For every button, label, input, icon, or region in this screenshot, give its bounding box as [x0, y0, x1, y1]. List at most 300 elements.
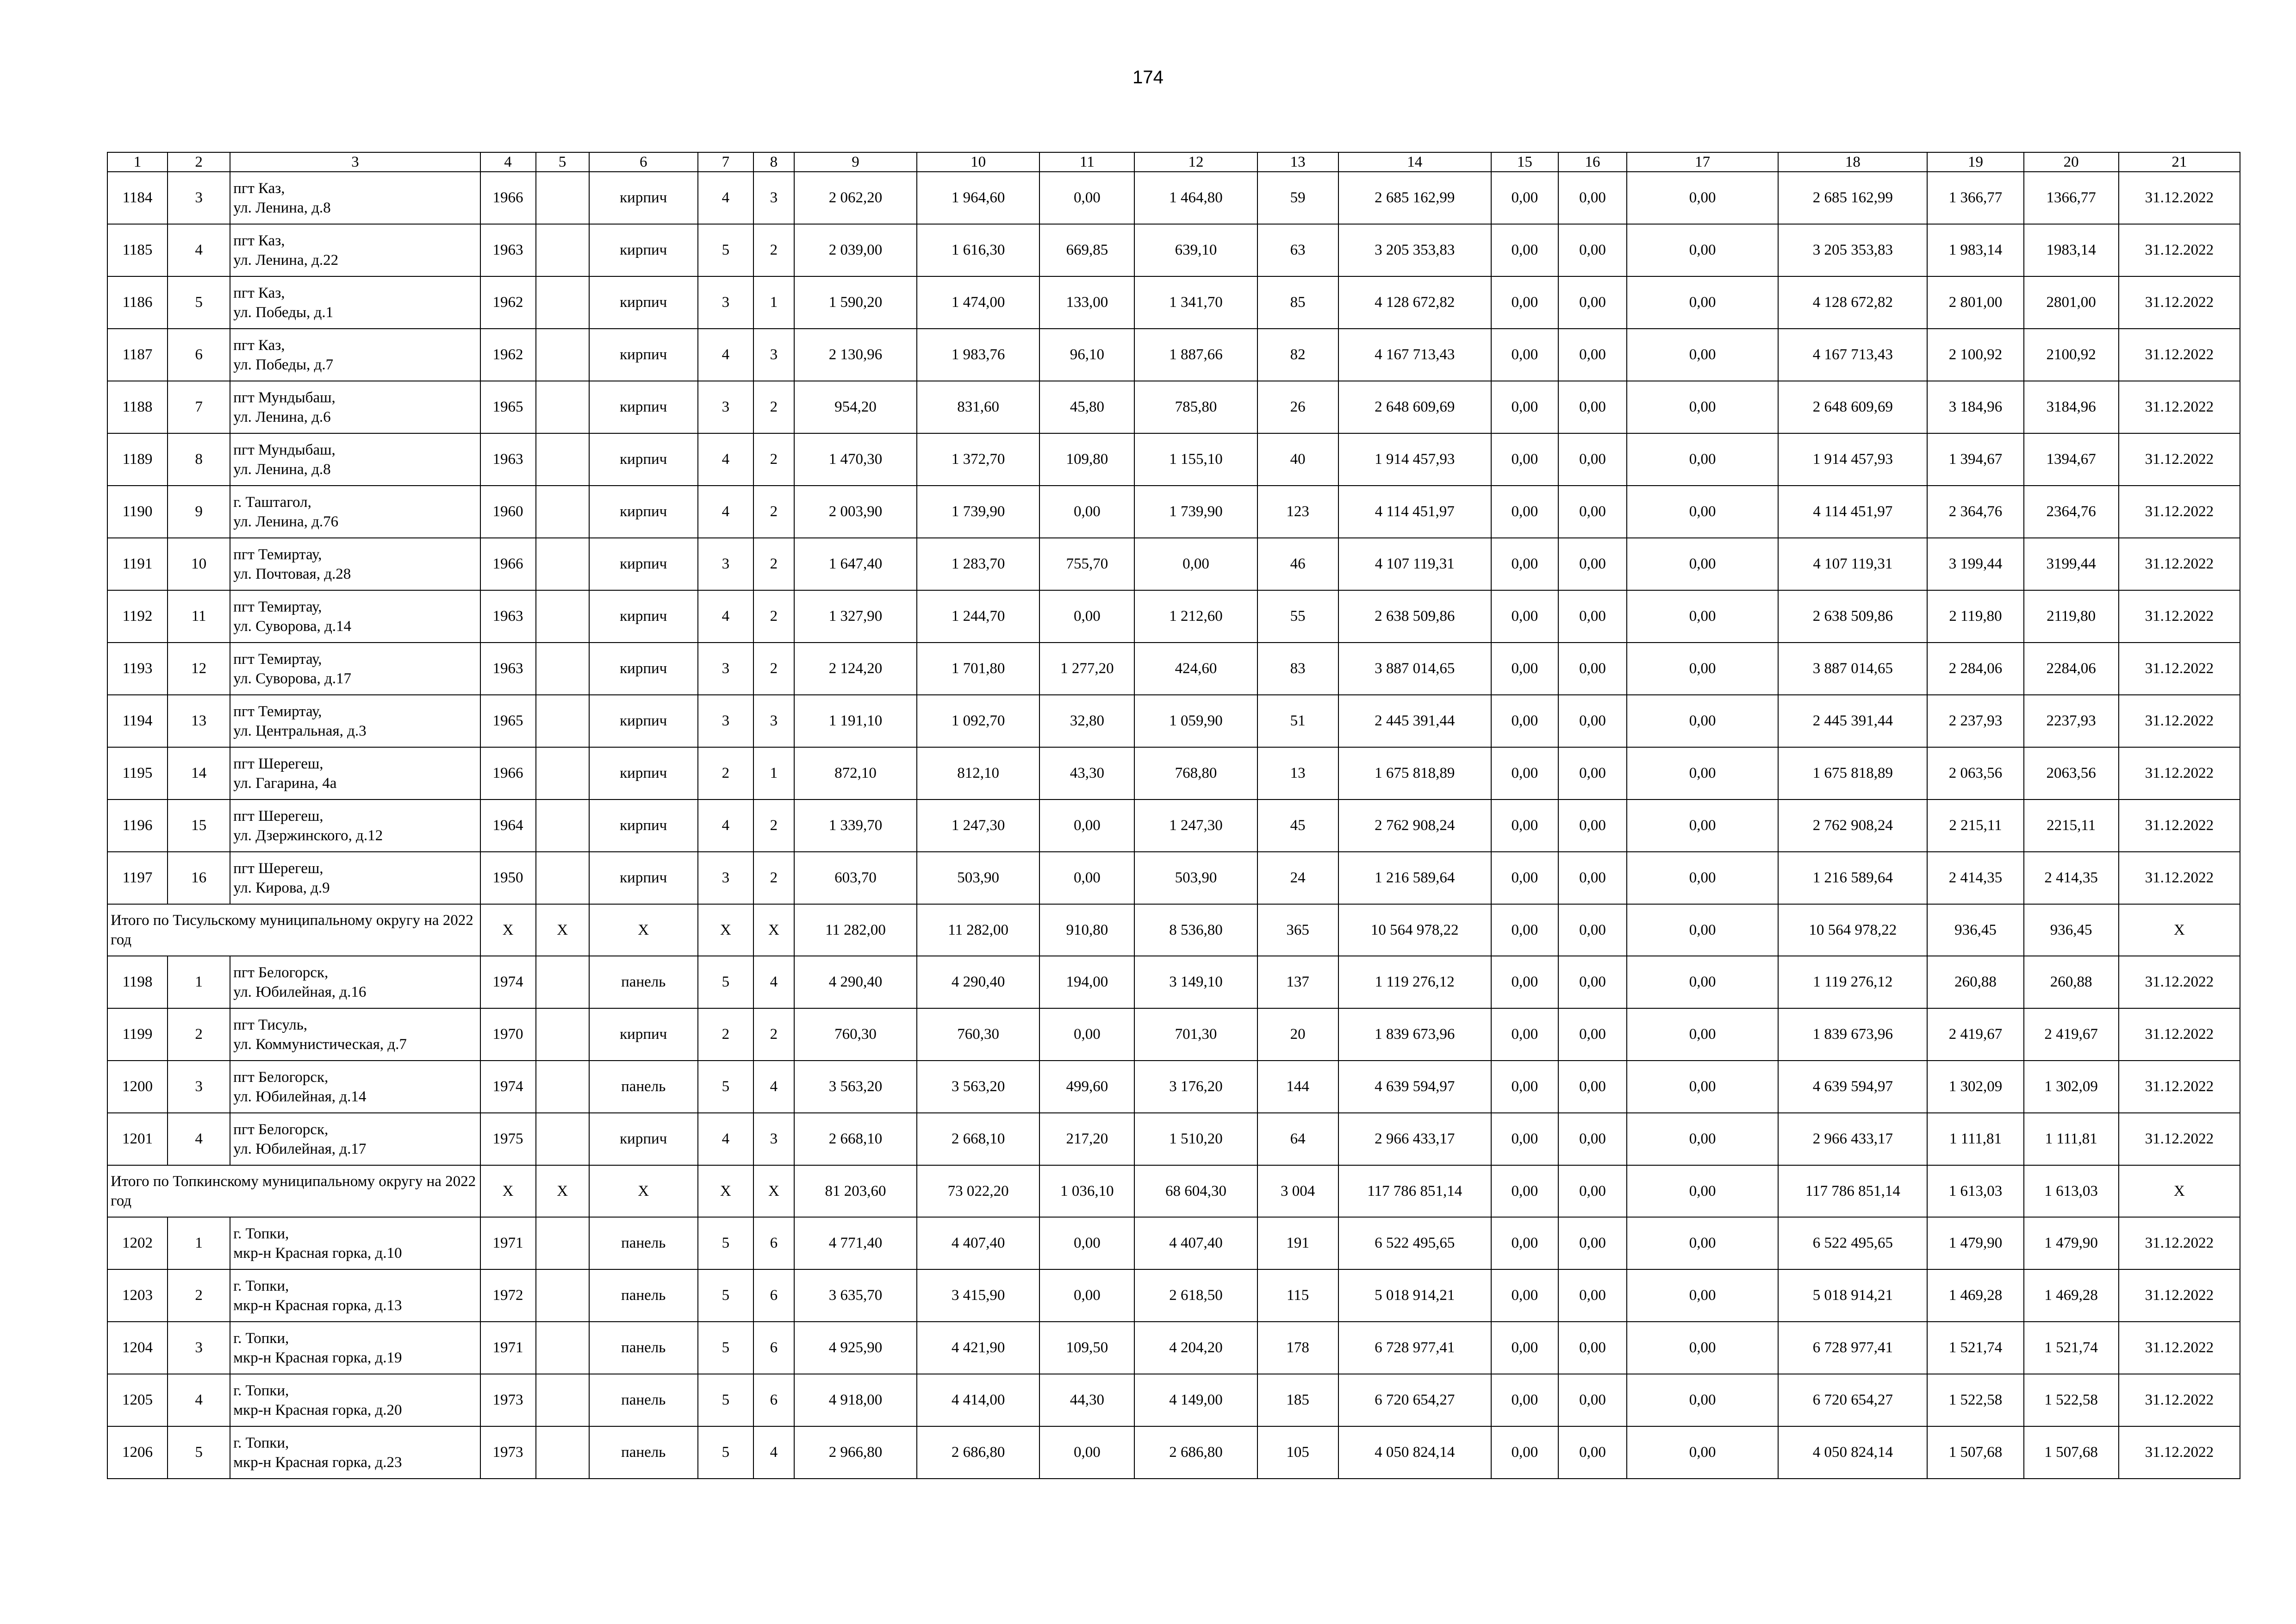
- cell-col-7: 4: [698, 800, 753, 852]
- cell-col-18: 2 966 433,17: [1778, 1113, 1927, 1165]
- cell-col-10: 2 686,80: [917, 1426, 1039, 1479]
- cell-col-20: 2063,56: [2024, 747, 2119, 800]
- total-cell-col-5: X: [536, 1165, 589, 1217]
- cell-col-1: 1195: [107, 747, 168, 800]
- cell-col-14: 2 445 391,44: [1338, 695, 1491, 747]
- cell-col-14: 4 107 119,31: [1338, 538, 1491, 590]
- address-cell: [230, 1374, 480, 1426]
- cell-col-21: 31.12.2022: [2119, 1217, 2240, 1269]
- cell-col-5: [536, 538, 589, 590]
- cell-col-7: 4: [698, 486, 753, 538]
- cell-col-15: 0,00: [1491, 800, 1558, 852]
- address-line: ул. Дзержинского, д.12: [233, 827, 383, 844]
- cell-col-13: 20: [1257, 1008, 1338, 1061]
- total-cell-col-13: 365: [1257, 904, 1338, 956]
- cell-col-15: 0,00: [1491, 224, 1558, 276]
- cell-col-14: 4 128 672,82: [1338, 276, 1491, 329]
- address-line: пгт Шерегеш,: [233, 755, 324, 772]
- cell-col-4: 1964: [480, 800, 536, 852]
- page-number: 174: [1132, 67, 1164, 87]
- cell-col-21: 31.12.2022: [2119, 1322, 2240, 1374]
- cell-col-13: 59: [1257, 172, 1338, 224]
- column-header-9: 9: [794, 152, 917, 172]
- cell-col-11: 194,00: [1039, 956, 1134, 1008]
- cell-col-5: [536, 172, 589, 224]
- cell-col-14: 4 050 824,14: [1338, 1426, 1491, 1479]
- cell-col-2: 2: [168, 1008, 230, 1061]
- cell-col-10: 1 983,76: [917, 329, 1039, 381]
- table-row: [107, 276, 2240, 329]
- cell-col-16: 0,00: [1558, 852, 1627, 904]
- cell-col-11: 44,30: [1039, 1374, 1134, 1426]
- address-line: пгт Темиртау,: [233, 703, 322, 720]
- total-cell-col-11: 910,80: [1039, 904, 1134, 956]
- address-line: ул. Ленина, д.8: [233, 461, 331, 478]
- table-row: [107, 800, 2240, 852]
- cell-col-12: 768,80: [1134, 747, 1257, 800]
- cell-col-9: 1 327,90: [794, 590, 917, 643]
- cell-col-4: 1972: [480, 1269, 536, 1322]
- cell-col-16: 0,00: [1558, 1374, 1627, 1426]
- cell-col-8: 6: [753, 1374, 794, 1426]
- address-line: ул. Юбилейная, д.17: [233, 1140, 367, 1157]
- cell-col-20: 2284,06: [2024, 643, 2119, 695]
- cell-col-8: 1: [753, 747, 794, 800]
- cell-col-9: 2 124,20: [794, 643, 917, 695]
- column-header-10: 10: [917, 152, 1039, 172]
- table-row: [107, 486, 2240, 538]
- total-cell-col-6: X: [589, 1165, 698, 1217]
- address-cell: [230, 852, 480, 904]
- cell-col-15: 0,00: [1491, 747, 1558, 800]
- cell-col-17: 0,00: [1627, 486, 1778, 538]
- cell-col-12: 4 407,40: [1134, 1217, 1257, 1269]
- cell-col-15: 0,00: [1491, 276, 1558, 329]
- cell-col-2: 4: [168, 1374, 230, 1426]
- cell-col-19: 2 414,35: [1927, 852, 2023, 904]
- table-row: [107, 1374, 2240, 1426]
- cell-col-14: 2 762 908,24: [1338, 800, 1491, 852]
- cell-col-10: 1 244,70: [917, 590, 1039, 643]
- cell-col-11: 0,00: [1039, 1217, 1134, 1269]
- cell-col-19: 1 469,28: [1927, 1269, 2023, 1322]
- address-line: ул. Суворова, д.17: [233, 670, 352, 687]
- cell-col-7: 3: [698, 852, 753, 904]
- cell-col-15: 0,00: [1491, 1374, 1558, 1426]
- cell-col-20: 1 111,81: [2024, 1113, 2119, 1165]
- cell-col-14: 2 966 433,17: [1338, 1113, 1491, 1165]
- total-cell-col-4: X: [480, 904, 536, 956]
- cell-col-9: 2 668,10: [794, 1113, 917, 1165]
- cell-col-9: 1 647,40: [794, 538, 917, 590]
- address-cell: [230, 433, 480, 486]
- cell-col-9: 4 290,40: [794, 956, 917, 1008]
- table-row: [107, 224, 2240, 276]
- cell-col-1: 1197: [107, 852, 168, 904]
- cell-col-20: 1 302,09: [2024, 1061, 2119, 1113]
- address-line: ул. Ленина, д.6: [233, 408, 331, 425]
- cell-col-5: [536, 1217, 589, 1269]
- address-cell: [230, 1269, 480, 1322]
- cell-col-16: 0,00: [1558, 1269, 1627, 1322]
- cell-col-6: кирпич: [589, 643, 698, 695]
- cell-col-21: 31.12.2022: [2119, 538, 2240, 590]
- cell-col-13: 85: [1257, 276, 1338, 329]
- cell-col-4: 1963: [480, 590, 536, 643]
- cell-col-16: 0,00: [1558, 538, 1627, 590]
- cell-col-11: 109,50: [1039, 1322, 1134, 1374]
- cell-col-7: 5: [698, 224, 753, 276]
- column-number-header: [107, 152, 2240, 172]
- address-line: ул. Центральная, д.3: [233, 722, 367, 739]
- housing-register-table: [107, 152, 2240, 1479]
- cell-col-13: 123: [1257, 486, 1338, 538]
- address-line: пгт Каз,: [233, 337, 285, 354]
- cell-col-17: 0,00: [1627, 1217, 1778, 1269]
- cell-col-13: 51: [1257, 695, 1338, 747]
- cell-col-17: 0,00: [1627, 800, 1778, 852]
- cell-col-6: кирпич: [589, 747, 698, 800]
- cell-col-16: 0,00: [1558, 1217, 1627, 1269]
- cell-col-17: 0,00: [1627, 1426, 1778, 1479]
- column-header-16: 16: [1558, 152, 1627, 172]
- cell-col-18: 4 107 119,31: [1778, 538, 1927, 590]
- total-cell-col-18: 10 564 978,22: [1778, 904, 1927, 956]
- cell-col-5: [536, 1061, 589, 1113]
- cell-col-9: 954,20: [794, 381, 917, 433]
- cell-col-17: 0,00: [1627, 956, 1778, 1008]
- cell-col-21: 31.12.2022: [2119, 643, 2240, 695]
- cell-col-6: панель: [589, 1217, 698, 1269]
- address-cell: [230, 956, 480, 1008]
- address-cell: [230, 1217, 480, 1269]
- cell-col-10: 1 474,00: [917, 276, 1039, 329]
- cell-col-18: 6 720 654,27: [1778, 1374, 1927, 1426]
- cell-col-8: 2: [753, 433, 794, 486]
- cell-col-9: 2 039,00: [794, 224, 917, 276]
- cell-col-8: 1: [753, 276, 794, 329]
- total-cell-col-4: X: [480, 1165, 536, 1217]
- cell-col-19: 1 394,67: [1927, 433, 2023, 486]
- cell-col-18: 4 639 594,97: [1778, 1061, 1927, 1113]
- cell-col-19: 2 284,06: [1927, 643, 2023, 695]
- cell-col-6: панель: [589, 1061, 698, 1113]
- cell-col-4: 1960: [480, 486, 536, 538]
- address-cell: [230, 172, 480, 224]
- cell-col-19: 2 237,93: [1927, 695, 2023, 747]
- cell-col-18: 4 114 451,97: [1778, 486, 1927, 538]
- cell-col-1: 1203: [107, 1269, 168, 1322]
- address-line: ул. Кирова, д.9: [233, 879, 330, 896]
- address-line: ул. Победы, д.7: [233, 356, 334, 373]
- address-cell: [230, 1426, 480, 1479]
- total-cell-col-14: 117 786 851,14: [1338, 1165, 1491, 1217]
- column-header-1: 1: [107, 152, 168, 172]
- cell-col-11: 0,00: [1039, 486, 1134, 538]
- total-cell-col-13: 3 004: [1257, 1165, 1338, 1217]
- cell-col-10: 1 701,80: [917, 643, 1039, 695]
- cell-col-16: 0,00: [1558, 800, 1627, 852]
- address-line: пгт Каз,: [233, 284, 285, 301]
- cell-col-12: 1 059,90: [1134, 695, 1257, 747]
- total-cell-col-20: 936,45: [2024, 904, 2119, 956]
- cell-col-10: 3 563,20: [917, 1061, 1039, 1113]
- cell-col-12: 1 247,30: [1134, 800, 1257, 852]
- cell-col-1: 1186: [107, 276, 168, 329]
- cell-col-17: 0,00: [1627, 1374, 1778, 1426]
- total-cell-col-18: 117 786 851,14: [1778, 1165, 1927, 1217]
- cell-col-20: 260,88: [2024, 956, 2119, 1008]
- cell-col-10: 1 616,30: [917, 224, 1039, 276]
- cell-col-4: 1974: [480, 956, 536, 1008]
- cell-col-9: 1 339,70: [794, 800, 917, 852]
- cell-col-11: 43,30: [1039, 747, 1134, 800]
- cell-col-4: 1963: [480, 643, 536, 695]
- cell-col-11: 0,00: [1039, 1008, 1134, 1061]
- cell-col-6: кирпич: [589, 538, 698, 590]
- cell-col-7: 4: [698, 172, 753, 224]
- column-header-15: 15: [1491, 152, 1558, 172]
- cell-col-16: 0,00: [1558, 1008, 1627, 1061]
- cell-col-2: 16: [168, 852, 230, 904]
- cell-col-1: 1187: [107, 329, 168, 381]
- cell-col-2: 12: [168, 643, 230, 695]
- cell-col-10: 4 290,40: [917, 956, 1039, 1008]
- cell-col-20: 2 414,35: [2024, 852, 2119, 904]
- cell-col-6: кирпич: [589, 172, 698, 224]
- cell-col-15: 0,00: [1491, 1322, 1558, 1374]
- cell-col-5: [536, 1269, 589, 1322]
- cell-col-12: 701,30: [1134, 1008, 1257, 1061]
- cell-col-5: [536, 433, 589, 486]
- cell-col-1: 1194: [107, 695, 168, 747]
- cell-col-4: 1965: [480, 381, 536, 433]
- cell-col-4: 1973: [480, 1374, 536, 1426]
- cell-col-19: 1 522,58: [1927, 1374, 2023, 1426]
- cell-col-8: 2: [753, 852, 794, 904]
- cell-col-9: 4 918,00: [794, 1374, 917, 1426]
- cell-col-17: 0,00: [1627, 590, 1778, 643]
- column-header-19: 19: [1927, 152, 2023, 172]
- total-cell-col-9: 81 203,60: [794, 1165, 917, 1217]
- cell-col-16: 0,00: [1558, 747, 1627, 800]
- cell-col-20: 2801,00: [2024, 276, 2119, 329]
- total-cell-col-7: X: [698, 904, 753, 956]
- cell-col-18: 2 685 162,99: [1778, 172, 1927, 224]
- cell-col-14: 2 648 609,69: [1338, 381, 1491, 433]
- cell-col-2: 6: [168, 329, 230, 381]
- cell-col-20: 2364,76: [2024, 486, 2119, 538]
- cell-col-8: 2: [753, 224, 794, 276]
- address-cell: [230, 643, 480, 695]
- address-line: пгт Мундыбаш,: [233, 389, 336, 406]
- cell-col-6: кирпич: [589, 800, 698, 852]
- cell-col-7: 3: [698, 381, 753, 433]
- address-line: пгт Темиртау,: [233, 598, 322, 615]
- cell-col-4: 1962: [480, 329, 536, 381]
- column-header-20: 20: [2024, 152, 2119, 172]
- cell-col-19: 1 111,81: [1927, 1113, 2023, 1165]
- cell-col-2: 1: [168, 1217, 230, 1269]
- cell-col-12: 3 149,10: [1134, 956, 1257, 1008]
- cell-col-11: 45,80: [1039, 381, 1134, 433]
- column-header-3: 3: [230, 152, 480, 172]
- total-label: Итого по Тисульскому муниципальному округу на 2022 год: [107, 904, 480, 956]
- cell-col-18: 1 119 276,12: [1778, 956, 1927, 1008]
- cell-col-18: 2 648 609,69: [1778, 381, 1927, 433]
- total-label: Итого по Топкинскому муниципальному округу на 2022 год: [107, 1165, 480, 1217]
- cell-col-20: 2100,92: [2024, 329, 2119, 381]
- table-row: [107, 538, 2240, 590]
- cell-col-14: 1 675 818,89: [1338, 747, 1491, 800]
- address-line: ул. Почтовая, д.28: [233, 565, 351, 582]
- cell-col-21: 31.12.2022: [2119, 800, 2240, 852]
- cell-col-18: 4 128 672,82: [1778, 276, 1927, 329]
- cell-col-20: 2215,11: [2024, 800, 2119, 852]
- cell-col-5: [536, 1008, 589, 1061]
- cell-col-19: 2 119,80: [1927, 590, 2023, 643]
- cell-col-13: 82: [1257, 329, 1338, 381]
- cell-col-16: 0,00: [1558, 695, 1627, 747]
- total-cell-col-10: 73 022,20: [917, 1165, 1039, 1217]
- cell-col-9: 1 470,30: [794, 433, 917, 486]
- cell-col-12: 3 176,20: [1134, 1061, 1257, 1113]
- address-line: г. Топки,: [233, 1277, 289, 1294]
- address-line: пгт Каз,: [233, 180, 285, 197]
- cell-col-13: 63: [1257, 224, 1338, 276]
- cell-col-5: [536, 590, 589, 643]
- cell-col-14: 4 167 713,43: [1338, 329, 1491, 381]
- cell-col-18: 1 914 457,93: [1778, 433, 1927, 486]
- cell-col-2: 2: [168, 1269, 230, 1322]
- table-row: [107, 956, 2240, 1008]
- cell-col-4: 1965: [480, 695, 536, 747]
- cell-col-1: 1189: [107, 433, 168, 486]
- cell-col-14: 1 839 673,96: [1338, 1008, 1491, 1061]
- cell-col-15: 0,00: [1491, 1061, 1558, 1113]
- address-cell: [230, 538, 480, 590]
- cell-col-21: 31.12.2022: [2119, 433, 2240, 486]
- cell-col-1: 1202: [107, 1217, 168, 1269]
- address-cell: [230, 329, 480, 381]
- cell-col-15: 0,00: [1491, 852, 1558, 904]
- cell-col-11: 499,60: [1039, 1061, 1134, 1113]
- cell-col-7: 5: [698, 1269, 753, 1322]
- cell-col-13: 46: [1257, 538, 1338, 590]
- cell-col-12: 4 149,00: [1134, 1374, 1257, 1426]
- address-cell: [230, 381, 480, 433]
- cell-col-8: 3: [753, 172, 794, 224]
- cell-col-17: 0,00: [1627, 1061, 1778, 1113]
- cell-col-13: 40: [1257, 433, 1338, 486]
- total-cell-col-6: X: [589, 904, 698, 956]
- column-header-8: 8: [753, 152, 794, 172]
- cell-col-2: 3: [168, 172, 230, 224]
- cell-col-7: 3: [698, 643, 753, 695]
- cell-col-6: кирпич: [589, 590, 698, 643]
- total-cell-col-12: 8 536,80: [1134, 904, 1257, 956]
- cell-col-13: 137: [1257, 956, 1338, 1008]
- address-line: мкр-н Красная горка, д.13: [233, 1297, 402, 1314]
- address-cell: [230, 800, 480, 852]
- cell-col-5: [536, 329, 589, 381]
- cell-col-21: 31.12.2022: [2119, 224, 2240, 276]
- cell-col-5: [536, 224, 589, 276]
- cell-col-16: 0,00: [1558, 329, 1627, 381]
- cell-col-19: 2 364,76: [1927, 486, 2023, 538]
- cell-col-15: 0,00: [1491, 590, 1558, 643]
- address-line: г. Таштагол,: [233, 493, 311, 511]
- cell-col-19: 3 184,96: [1927, 381, 2023, 433]
- address-cell: [230, 1322, 480, 1374]
- cell-col-2: 3: [168, 1322, 230, 1374]
- cell-col-19: 1 479,90: [1927, 1217, 2023, 1269]
- total-cell-col-14: 10 564 978,22: [1338, 904, 1491, 956]
- cell-col-18: 6 728 977,41: [1778, 1322, 1927, 1374]
- cell-col-18: 1 675 818,89: [1778, 747, 1927, 800]
- cell-col-9: 1 590,20: [794, 276, 917, 329]
- table-row: [107, 852, 2240, 904]
- cell-col-10: 831,60: [917, 381, 1039, 433]
- cell-col-12: 1 212,60: [1134, 590, 1257, 643]
- cell-col-15: 0,00: [1491, 538, 1558, 590]
- cell-col-4: 1963: [480, 433, 536, 486]
- cell-col-16: 0,00: [1558, 486, 1627, 538]
- cell-col-6: кирпич: [589, 381, 698, 433]
- address-line: ул. Юбилейная, д.14: [233, 1088, 367, 1105]
- cell-col-7: 5: [698, 1426, 753, 1479]
- cell-col-21: 31.12.2022: [2119, 329, 2240, 381]
- cell-col-10: 1 964,60: [917, 172, 1039, 224]
- cell-col-14: 6 522 495,65: [1338, 1217, 1491, 1269]
- address-line: пгт Каз,: [233, 232, 285, 249]
- cell-col-2: 1: [168, 956, 230, 1008]
- cell-col-18: 4 050 824,14: [1778, 1426, 1927, 1479]
- address-line: пгт Темиртау,: [233, 546, 322, 563]
- cell-col-17: 0,00: [1627, 538, 1778, 590]
- cell-col-8: 6: [753, 1322, 794, 1374]
- total-cell-col-16: 0,00: [1558, 904, 1627, 956]
- cell-col-16: 0,00: [1558, 433, 1627, 486]
- cell-col-14: 6 728 977,41: [1338, 1322, 1491, 1374]
- cell-col-14: 2 685 162,99: [1338, 172, 1491, 224]
- column-header-12: 12: [1134, 152, 1257, 172]
- cell-col-10: 4 407,40: [917, 1217, 1039, 1269]
- address-line: ул. Юбилейная, д.16: [233, 983, 367, 1000]
- cell-col-14: 6 720 654,27: [1338, 1374, 1491, 1426]
- cell-col-7: 4: [698, 1113, 753, 1165]
- cell-col-8: 6: [753, 1217, 794, 1269]
- cell-col-20: 1394,67: [2024, 433, 2119, 486]
- cell-col-12: 2 686,80: [1134, 1426, 1257, 1479]
- cell-col-13: 83: [1257, 643, 1338, 695]
- column-header-6: 6: [589, 152, 698, 172]
- cell-col-21: 31.12.2022: [2119, 381, 2240, 433]
- cell-col-12: 639,10: [1134, 224, 1257, 276]
- address-line: г. Топки,: [233, 1330, 289, 1347]
- cell-col-14: 4 639 594,97: [1338, 1061, 1491, 1113]
- cell-col-1: 1184: [107, 172, 168, 224]
- cell-col-15: 0,00: [1491, 1113, 1558, 1165]
- total-cell-col-12: 68 604,30: [1134, 1165, 1257, 1217]
- cell-col-15: 0,00: [1491, 1008, 1558, 1061]
- cell-col-20: 1 522,58: [2024, 1374, 2119, 1426]
- cell-col-5: [536, 852, 589, 904]
- column-header-17: 17: [1627, 152, 1778, 172]
- cell-col-14: 1 914 457,93: [1338, 433, 1491, 486]
- cell-col-17: 0,00: [1627, 1322, 1778, 1374]
- cell-col-2: 14: [168, 747, 230, 800]
